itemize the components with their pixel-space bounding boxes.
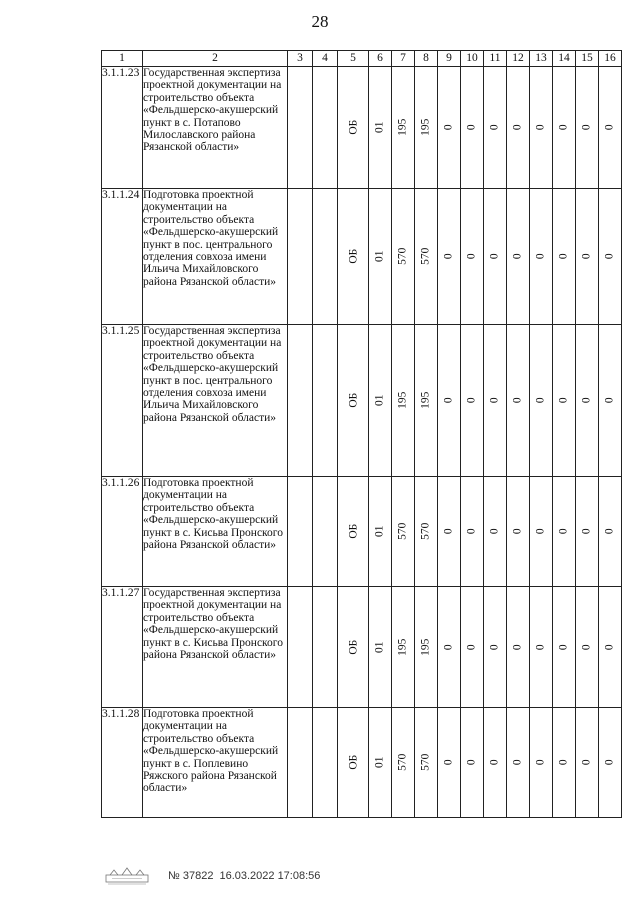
value-cell: 0	[603, 759, 616, 766]
table-row	[102, 325, 622, 477]
value-cell: 0	[603, 644, 616, 650]
row-description: Государственная экспертиза проектной документации на строительство объекта «Фельдшерско-акушерский пункт в с. Потапово Милославского района Рязанской области»	[143, 67, 288, 189]
value-cell: 195	[419, 638, 432, 656]
budget-cell: ОБ	[346, 249, 359, 264]
value-cell: 0	[511, 124, 524, 131]
budget-cell: ОБ	[346, 755, 359, 770]
budget-cell: ОБ	[346, 393, 359, 408]
value-cell: 0	[511, 759, 524, 766]
document-number: № 37822	[168, 870, 214, 882]
value-cell: 0	[557, 124, 570, 131]
document-timestamp: 16.03.2022 17:08:56	[219, 870, 321, 882]
value-cell: 0	[580, 759, 593, 766]
budget-cell: ОБ	[346, 639, 359, 655]
column-header: 5	[338, 51, 369, 67]
value-cell: 570	[396, 247, 409, 266]
value-cell: 0	[557, 528, 570, 535]
row-description: Государственная экспертиза проектной документации на строительство объекта «Фельдшерско-акушерский пункт в пос. центрального отделения совхоза имени Ильича Михайловского района Рязанской области»	[143, 325, 288, 477]
value-cell: 570	[396, 522, 409, 541]
value-cell: 0	[465, 644, 478, 650]
row-number: 3.1.1.24	[102, 189, 143, 325]
budget-cell: ОБ	[346, 524, 359, 539]
row-number: 3.1.1.26	[102, 477, 143, 587]
value-cell: 0	[511, 644, 524, 650]
value-cell: 0	[488, 253, 501, 260]
footer-stamp	[104, 866, 320, 886]
column-header: 11	[484, 51, 507, 67]
value-cell: 0	[488, 124, 501, 131]
value-cell: 0	[465, 253, 478, 260]
table-row	[102, 477, 622, 587]
value-cell: 0	[580, 528, 593, 535]
table-row	[102, 587, 622, 708]
value-cell: 0	[580, 397, 593, 404]
value-cell: 0	[511, 397, 524, 404]
column-header: 10	[461, 51, 484, 67]
value-cell: 570	[419, 522, 432, 541]
value-cell: 0	[580, 644, 593, 650]
value-cell: 0	[534, 528, 547, 535]
government-emblem-icon	[104, 867, 150, 885]
value-cell: 0	[511, 528, 524, 535]
value-cell: 570	[396, 753, 409, 772]
value-cell: 0	[488, 528, 501, 535]
value-cell: 01	[373, 525, 386, 538]
value-cell: 195	[419, 118, 432, 137]
column-header: 4	[313, 51, 338, 67]
row-number: 3.1.1.28	[102, 708, 143, 818]
value-cell: 0	[488, 644, 501, 650]
value-cell: 01	[373, 250, 386, 263]
column-header: 1	[102, 51, 143, 67]
value-cell: 0	[442, 528, 455, 535]
value-cell: 0	[488, 759, 501, 766]
value-cell: 195	[396, 638, 409, 656]
value-cell: 0	[603, 253, 616, 260]
value-cell: 0	[511, 253, 524, 260]
value-cell: 0	[465, 759, 478, 766]
row-number: 3.1.1.25	[102, 325, 143, 477]
value-cell: 0	[557, 759, 570, 766]
value-cell: 0	[580, 124, 593, 131]
column-header: 3	[288, 51, 313, 67]
column-header: 15	[576, 51, 599, 67]
page-number: 28	[311, 12, 329, 31]
data-table	[101, 50, 622, 818]
value-cell: 01	[373, 756, 386, 769]
value-cell: 0	[534, 397, 547, 404]
value-cell: 0	[442, 644, 455, 650]
value-cell: 0	[557, 397, 570, 404]
column-header: 8	[415, 51, 438, 67]
value-cell: 0	[442, 759, 455, 766]
value-cell: 570	[419, 247, 432, 266]
column-header: 6	[369, 51, 392, 67]
value-cell: 0	[465, 528, 478, 535]
value-cell: 0	[465, 124, 478, 131]
column-header: 7	[392, 51, 415, 67]
value-cell: 195	[396, 118, 409, 137]
row-number: 3.1.1.27	[102, 587, 143, 708]
value-cell: 0	[465, 397, 478, 404]
column-header: 16	[599, 51, 622, 67]
value-cell: 0	[603, 397, 616, 404]
column-header: 9	[438, 51, 461, 67]
column-header: 13	[530, 51, 553, 67]
value-cell: 0	[557, 253, 570, 260]
value-cell: 0	[534, 124, 547, 131]
row-description: Подготовка проектной документации на строительство объекта «Фельдшерско-акушерский пункт в с. Поплевино Ряжского района Рязанской области»	[143, 708, 288, 818]
value-cell: 0	[557, 644, 570, 650]
table-row	[102, 189, 622, 325]
row-description: Государственная экспертиза проектной документации на строительство объекта «Фельдшерско-акушерский пункт в с. Кисьва Пронского района Рязанской области»	[143, 587, 288, 708]
row-description: Подготовка проектной документации на строительство объекта «Фельдшерско-акушерский пункт в с. Кисьва Пронского района Рязанской области»	[143, 477, 288, 587]
row-description: Подготовка проектной документации на строительство объекта «Фельдшерско-акушерский пункт в пос. центрального отделения совхоза имени Ильича Михайловского района Рязанской области»	[143, 189, 288, 325]
value-cell: 195	[396, 391, 409, 410]
value-cell: 570	[419, 753, 432, 772]
value-cell: 0	[603, 528, 616, 535]
table-row	[102, 708, 622, 818]
column-header: 2	[143, 51, 288, 67]
column-header: 14	[553, 51, 576, 67]
value-cell: 0	[603, 124, 616, 131]
table-row	[102, 67, 622, 189]
value-cell: 0	[534, 759, 547, 766]
value-cell: 0	[442, 397, 455, 404]
value-cell: 0	[580, 253, 593, 260]
row-number: 3.1.1.23	[102, 67, 143, 189]
value-cell: 0	[488, 397, 501, 404]
value-cell: 0	[534, 644, 547, 650]
value-cell: 01	[373, 641, 386, 653]
header-row	[102, 51, 622, 67]
value-cell: 01	[373, 394, 386, 407]
value-cell: 195	[419, 391, 432, 410]
value-cell: 0	[442, 124, 455, 131]
budget-cell: ОБ	[346, 120, 359, 135]
value-cell: 0	[534, 253, 547, 260]
value-cell: 0	[442, 253, 455, 260]
column-header: 12	[507, 51, 530, 67]
value-cell: 01	[373, 121, 386, 134]
